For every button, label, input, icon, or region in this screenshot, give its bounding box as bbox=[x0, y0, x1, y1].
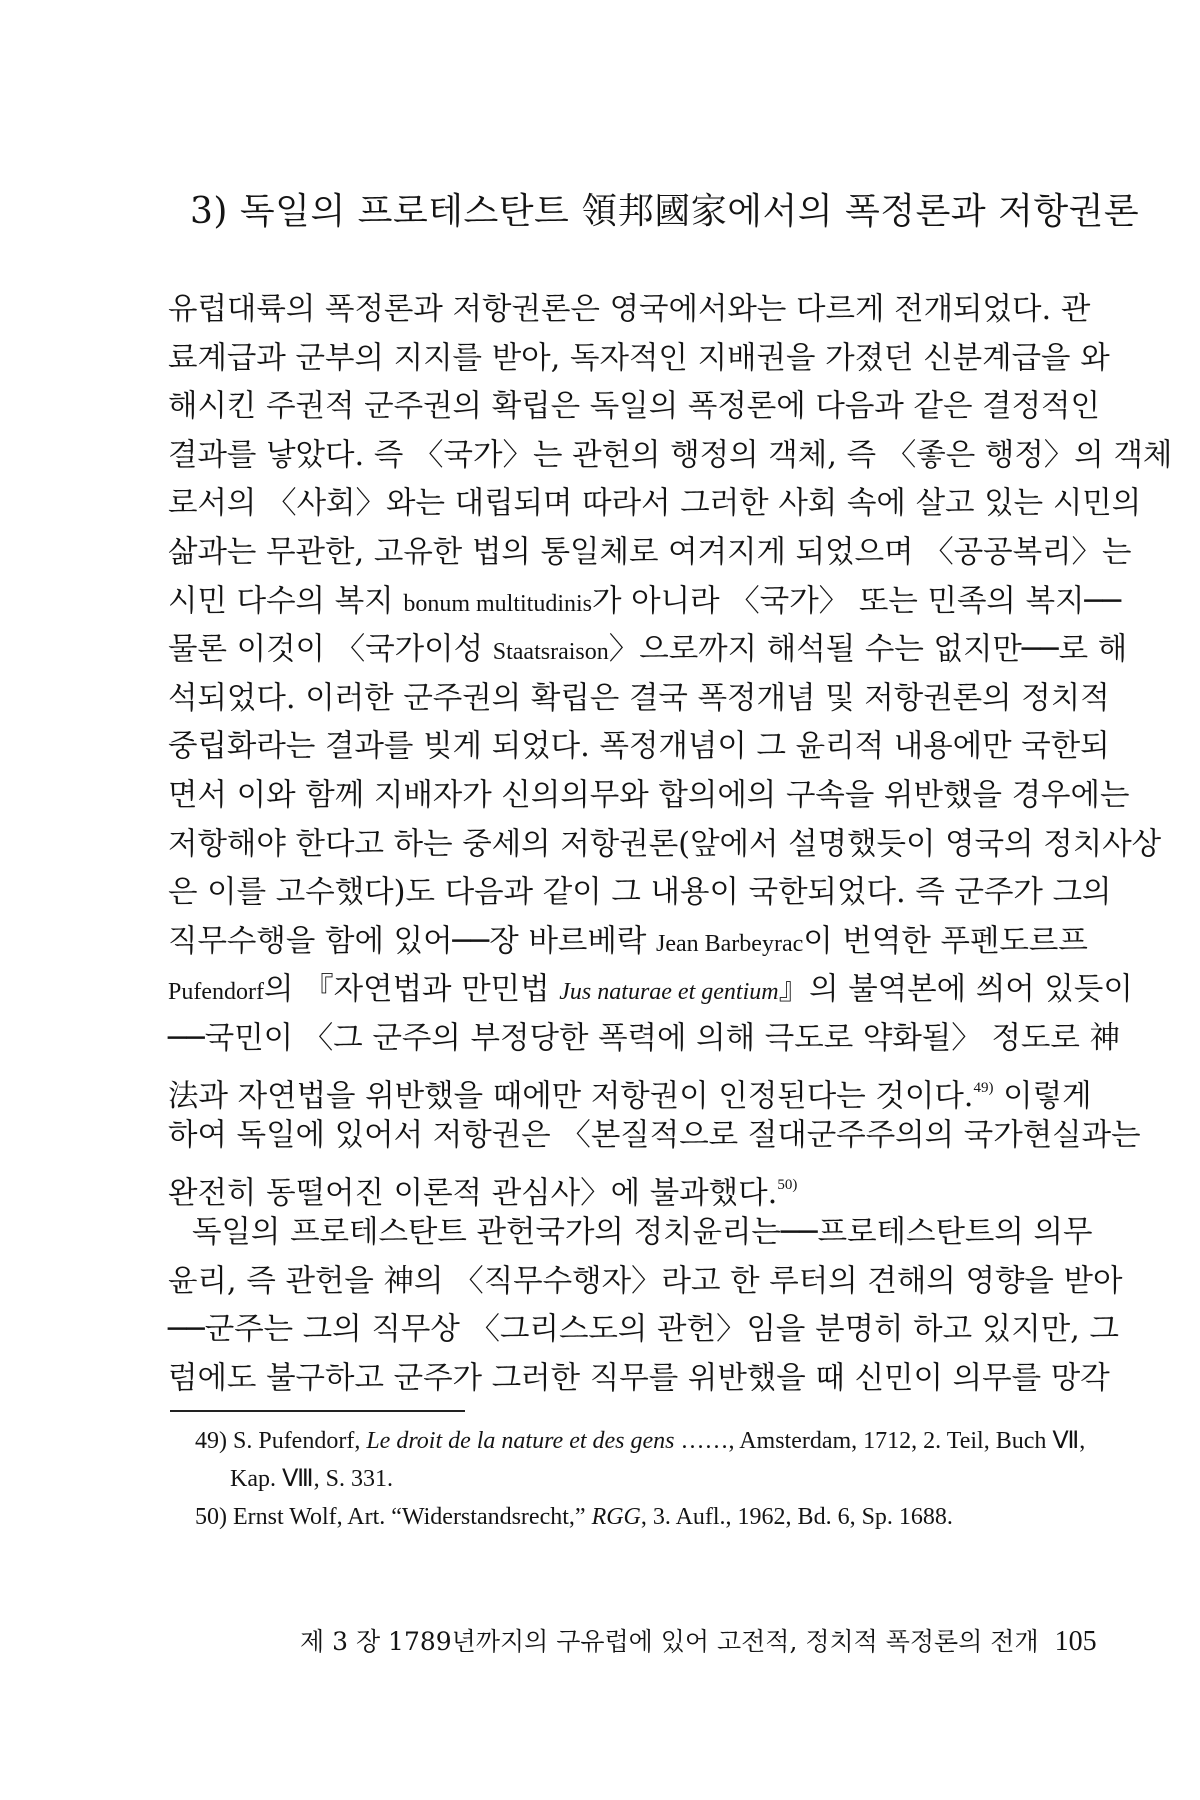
text-line: 결과를 낳았다. 즉 〈국가〉는 관헌의 행정의 객체, 즉 〈좋은 행정〉의 객체 bbox=[168, 437, 1173, 473]
text-line: 직무수행을 함에 있어──장 바르베락 Jean Barbeyrac이 번역한 푸펜도르프 bbox=[168, 923, 1088, 959]
text-line: 완전히 동떨어진 이론적 관심사〉에 불과했다.$^{50)}$ bbox=[168, 1175, 798, 1211]
text-line: 하여 독일에 있어서 저항권은 〈본질적으로 절대군주주의의 국가현실과는 bbox=[168, 1118, 1141, 1154]
text-line: 윤리, 즉 관헌을 神의 〈직무수행자〉라고 한 루터의 견해의 영향을 받아 bbox=[168, 1263, 1123, 1299]
page-number: 105 bbox=[1054, 1626, 1097, 1657]
text-line: 물론 이것이 〈국가이성 Staatsraison〉으로까지 해석될 수는 없지만──로 해 bbox=[168, 632, 1128, 668]
latin-term: Jean Barbeyrac bbox=[656, 930, 804, 957]
footnote-ref-49[interactable]: 49) bbox=[973, 1079, 994, 1096]
latin-term: Staatsraison bbox=[492, 639, 609, 666]
latin-term: Pufendorf bbox=[168, 979, 264, 1006]
text-line: 럼에도 불구하고 군주가 그러한 직무를 위반했을 때 신민이 의무를 망각 bbox=[168, 1361, 1110, 1397]
text-line: 삶과는 무관한, 고유한 법의 통일체로 여겨지게 되었으며 〈공공복리〉는 bbox=[168, 534, 1132, 570]
text-line: 중립화라는 결과를 빚게 되었다. 폭정개념이 그 윤리적 내용에만 국한되 bbox=[168, 729, 1110, 765]
text-line: 시민 다수의 복지 bonum multitudinis가 아니라 〈국가〉 또는 민족의 복지── bbox=[168, 583, 1122, 619]
latin-title: Jus naturae et gentium bbox=[559, 979, 779, 1006]
text-line: 은 이를 고수했다)도 다음과 같이 그 내용이 국한되었다. 즉 군주가 그의 bbox=[168, 875, 1112, 911]
text-line: 석되었다. 이러한 군주권의 확립은 결국 폭정개념 및 저항권론의 정치적 bbox=[168, 680, 1110, 716]
text-line: 독일의 프로테스탄트 관헌국가의 정치윤리는──프로테스탄트의 의무 bbox=[192, 1215, 1093, 1251]
latin-term: bonum multitudinis bbox=[403, 590, 593, 617]
body-text bbox=[168, 286, 1173, 1404]
text-line: 法과 자연법을 위반했을 때에만 저항권이 인정된다는 것이다.$^{49)}$ 이렇게 bbox=[168, 1078, 1092, 1114]
text-line: 로서의 〈사회〉와는 대립되며 따라서 그러한 사회 속에 살고 있는 시민의 bbox=[168, 486, 1142, 522]
footnote-49-continued: Kap. Ⅷ, S. 331. bbox=[230, 1466, 393, 1492]
footnotes bbox=[195, 1422, 1086, 1536]
footnote-49: 49) S. Pufendorf, Le droit de la nature et des gens ……, Amsterdam, 1712, 2. Teil, Buch Ⅶ, bbox=[195, 1428, 1086, 1454]
footnote-ref-50[interactable]: 50) bbox=[777, 1176, 798, 1193]
text-line: 해시킨 주권적 군주권의 확립은 독일의 폭정론에 다음과 같은 결정적인 bbox=[168, 389, 1100, 425]
text-line: 료계급과 군부의 지지를 받아, 독자적인 지배권을 가졌던 신분계급을 와 bbox=[168, 340, 1110, 376]
footnote-divider bbox=[170, 1410, 465, 1412]
text-line: Pufendorf의 『자연법과 만민법 Jus naturae et gentium』의 불역본에 씌어 있듯이 bbox=[168, 972, 1133, 1008]
text-line: 유럽대륙의 폭정론과 저항권론은 영국에서와는 다르게 전개되었다. 관 bbox=[168, 292, 1091, 327]
text-line: ──군주는 그의 직무상 〈그리스도의 관헌〉임을 분명히 하고 있지만, 그 bbox=[168, 1312, 1120, 1348]
text-line: 저항해야 한다고 하는 중세의 저항권론(앞에서 설명했듯이 영국의 정치사상 bbox=[168, 826, 1162, 862]
text-line: 면서 이와 함께 지배자가 신의의무와 합의에의 구속을 위반했을 경우에는 bbox=[168, 777, 1130, 813]
chapter-title: 제 3 장 1789년까지의 구유럽에 있어 고전적, 정치적 폭정론의 전개 bbox=[300, 1627, 1039, 1656]
footnote-50: 50) Ernst Wolf, Art. “Widerstandsrecht,” RGG, 3. Aufl., 1962, Bd. 6, Sp. 1688. bbox=[195, 1504, 953, 1530]
running-footer bbox=[300, 1624, 1097, 1660]
section-heading: 3) 독일의 프로테스탄트 領邦國家에서의 폭정론과 저항권론 bbox=[190, 191, 1140, 232]
text-line: ──국민이 〈그 군주의 부정당한 폭력에 의해 극도로 약화될〉 정도로 神 bbox=[168, 1020, 1121, 1056]
